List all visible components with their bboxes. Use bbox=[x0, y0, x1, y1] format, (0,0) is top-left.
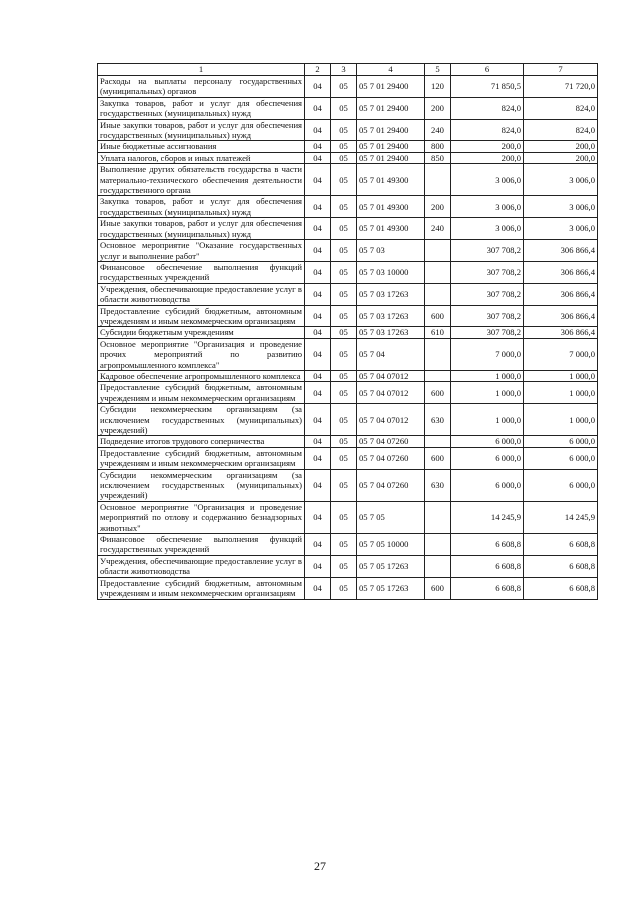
row-name: Иные закупки товаров, работ и услуг для обеспечения государственных (муниципальных) нужд bbox=[98, 218, 305, 240]
row-section: 04 bbox=[305, 501, 331, 533]
row-amount-1: 3 006,0 bbox=[451, 196, 524, 218]
row-target-article: 05 7 01 29400 bbox=[357, 141, 425, 152]
row-section: 04 bbox=[305, 404, 331, 436]
row-subsection: 05 bbox=[331, 469, 357, 501]
row-target-article: 05 7 03 17263 bbox=[357, 283, 425, 305]
row-target-article: 05 7 01 29400 bbox=[357, 119, 425, 141]
row-target-article: 05 7 04 07260 bbox=[357, 436, 425, 447]
row-section: 04 bbox=[305, 240, 331, 262]
table-row bbox=[98, 97, 598, 119]
row-section: 04 bbox=[305, 382, 331, 404]
row-subsection: 05 bbox=[331, 534, 357, 556]
row-name: Субсидии бюджетным учреждениям bbox=[98, 327, 305, 338]
row-section: 04 bbox=[305, 436, 331, 447]
row-amount-2: 306 866,4 bbox=[524, 261, 598, 283]
row-subsection: 05 bbox=[331, 305, 357, 327]
row-subsection: 05 bbox=[331, 152, 357, 163]
row-section: 04 bbox=[305, 555, 331, 577]
row-subsection: 05 bbox=[331, 555, 357, 577]
row-expense-type: 240 bbox=[425, 119, 451, 141]
table-body bbox=[98, 76, 598, 600]
row-name: Учреждения, обеспечивающие предоставление услуг в области животноводства bbox=[98, 555, 305, 577]
row-expense-type: 200 bbox=[425, 97, 451, 119]
row-amount-2: 200,0 bbox=[524, 141, 598, 152]
row-amount-1: 6 608,8 bbox=[451, 534, 524, 556]
row-subsection: 05 bbox=[331, 141, 357, 152]
col-header-6: 6 bbox=[451, 64, 524, 76]
table-row bbox=[98, 436, 598, 447]
row-name: Закупка товаров, работ и услуг для обеспечения государственных (муниципальных) нужд bbox=[98, 196, 305, 218]
row-amount-1: 7 000,0 bbox=[451, 338, 524, 370]
row-expense-type bbox=[425, 240, 451, 262]
table-row bbox=[98, 404, 598, 436]
row-subsection: 05 bbox=[331, 436, 357, 447]
row-amount-2: 3 006,0 bbox=[524, 196, 598, 218]
row-section: 04 bbox=[305, 261, 331, 283]
row-amount-1: 200,0 bbox=[451, 141, 524, 152]
row-name: Иные закупки товаров, работ и услуг для обеспечения государственных (муниципальных) нужд bbox=[98, 119, 305, 141]
row-name: Основное мероприятие "Оказание государственных услуг и выполнение работ" bbox=[98, 240, 305, 262]
col-header-3: 3 bbox=[331, 64, 357, 76]
row-target-article: 05 7 04 07012 bbox=[357, 370, 425, 381]
row-name: Основное мероприятие "Организация и проведение мероприятий по отлову и содержанию безнадзорных животных" bbox=[98, 501, 305, 533]
table-row bbox=[98, 447, 598, 469]
row-amount-2: 306 866,4 bbox=[524, 240, 598, 262]
row-name: Субсидии некоммерческим организациям (за исключением государственных (муниципальных) учреждений) bbox=[98, 469, 305, 501]
table-row bbox=[98, 119, 598, 141]
row-expense-type bbox=[425, 283, 451, 305]
row-target-article: 05 7 01 29400 bbox=[357, 97, 425, 119]
row-amount-1: 6 608,8 bbox=[451, 555, 524, 577]
row-target-article: 05 7 05 17263 bbox=[357, 555, 425, 577]
row-expense-type: 850 bbox=[425, 152, 451, 163]
row-section: 04 bbox=[305, 97, 331, 119]
row-subsection: 05 bbox=[331, 119, 357, 141]
row-subsection: 05 bbox=[331, 370, 357, 381]
col-header-5: 5 bbox=[425, 64, 451, 76]
row-name: Уплата налогов, сборов и иных платежей bbox=[98, 152, 305, 163]
row-subsection: 05 bbox=[331, 382, 357, 404]
row-name: Предоставление субсидий бюджетным, автономным учреждениям и иным некоммерческим организациям bbox=[98, 305, 305, 327]
row-amount-1: 307 708,2 bbox=[451, 283, 524, 305]
row-target-article: 05 7 04 07012 bbox=[357, 404, 425, 436]
row-name: Подведение итогов трудового соперничества bbox=[98, 436, 305, 447]
row-expense-type: 120 bbox=[425, 76, 451, 98]
row-amount-2: 71 720,0 bbox=[524, 76, 598, 98]
row-name: Иные бюджетные ассигнования bbox=[98, 141, 305, 152]
header-row bbox=[98, 64, 598, 76]
row-amount-1: 307 708,2 bbox=[451, 327, 524, 338]
row-expense-type: 240 bbox=[425, 218, 451, 240]
col-header-4: 4 bbox=[357, 64, 425, 76]
row-name: Закупка товаров, работ и услуг для обеспечения государственных (муниципальных) нужд bbox=[98, 97, 305, 119]
row-expense-type: 630 bbox=[425, 404, 451, 436]
row-target-article: 05 7 05 10000 bbox=[357, 534, 425, 556]
row-name: Кадровое обеспечение агропромышленного комплекса bbox=[98, 370, 305, 381]
row-subsection: 05 bbox=[331, 164, 357, 196]
table-row bbox=[98, 469, 598, 501]
col-header-1: 1 bbox=[98, 64, 305, 76]
row-amount-1: 3 006,0 bbox=[451, 218, 524, 240]
row-amount-1: 1 000,0 bbox=[451, 382, 524, 404]
row-amount-2: 6 608,8 bbox=[524, 534, 598, 556]
table-row bbox=[98, 196, 598, 218]
row-name: Предоставление субсидий бюджетным, автономным учреждениям и иным некоммерческим организациям bbox=[98, 577, 305, 599]
row-section: 04 bbox=[305, 196, 331, 218]
row-target-article: 05 7 03 10000 bbox=[357, 261, 425, 283]
row-subsection: 05 bbox=[331, 404, 357, 436]
row-name: Финансовое обеспечение выполнения функций государственных учреждений bbox=[98, 534, 305, 556]
row-name: Предоставление субсидий бюджетным, автономным учреждениям и иным некоммерческим организациям bbox=[98, 447, 305, 469]
table-row bbox=[98, 76, 598, 98]
row-subsection: 05 bbox=[331, 218, 357, 240]
row-expense-type bbox=[425, 534, 451, 556]
row-name: Субсидии некоммерческим организациям (за исключением государственных (муниципальных) учреждений) bbox=[98, 404, 305, 436]
row-amount-1: 824,0 bbox=[451, 119, 524, 141]
row-amount-2: 6 000,0 bbox=[524, 469, 598, 501]
row-subsection: 05 bbox=[331, 577, 357, 599]
row-amount-2: 200,0 bbox=[524, 152, 598, 163]
row-expense-type bbox=[425, 370, 451, 381]
row-name: Финансовое обеспечение выполнения функций государственных учреждений bbox=[98, 261, 305, 283]
row-amount-2: 306 866,4 bbox=[524, 283, 598, 305]
row-amount-1: 307 708,2 bbox=[451, 261, 524, 283]
table-row bbox=[98, 283, 598, 305]
row-amount-1: 307 708,2 bbox=[451, 240, 524, 262]
row-section: 04 bbox=[305, 370, 331, 381]
row-section: 04 bbox=[305, 141, 331, 152]
row-section: 04 bbox=[305, 338, 331, 370]
table-row bbox=[98, 305, 598, 327]
row-amount-1: 14 245,9 bbox=[451, 501, 524, 533]
row-expense-type bbox=[425, 501, 451, 533]
table-row bbox=[98, 501, 598, 533]
row-target-article: 05 7 03 17263 bbox=[357, 305, 425, 327]
row-amount-2: 3 006,0 bbox=[524, 164, 598, 196]
row-amount-1: 6 000,0 bbox=[451, 469, 524, 501]
row-target-article: 05 7 04 07260 bbox=[357, 447, 425, 469]
table-row bbox=[98, 141, 598, 152]
row-amount-2: 306 866,4 bbox=[524, 305, 598, 327]
row-subsection: 05 bbox=[331, 327, 357, 338]
row-subsection: 05 bbox=[331, 338, 357, 370]
row-subsection: 05 bbox=[331, 261, 357, 283]
col-header-2: 2 bbox=[305, 64, 331, 76]
row-amount-1: 307 708,2 bbox=[451, 305, 524, 327]
table-row bbox=[98, 382, 598, 404]
row-target-article: 05 7 04 bbox=[357, 338, 425, 370]
row-name: Выполнение других обязательств государства в части материально-технического обеспечения деятельности государственного органа bbox=[98, 164, 305, 196]
row-name: Учреждения, обеспечивающие предоставление услуг в области животноводства bbox=[98, 283, 305, 305]
row-section: 04 bbox=[305, 76, 331, 98]
row-expense-type: 600 bbox=[425, 447, 451, 469]
row-target-article: 05 7 04 07012 bbox=[357, 382, 425, 404]
row-section: 04 bbox=[305, 283, 331, 305]
row-target-article: 05 7 01 29400 bbox=[357, 76, 425, 98]
row-subsection: 05 bbox=[331, 283, 357, 305]
row-amount-1: 1 000,0 bbox=[451, 370, 524, 381]
row-subsection: 05 bbox=[331, 447, 357, 469]
row-name: Предоставление субсидий бюджетным, автономным учреждениям и иным некоммерческим организациям bbox=[98, 382, 305, 404]
row-section: 04 bbox=[305, 164, 331, 196]
row-expense-type bbox=[425, 436, 451, 447]
row-name: Основное мероприятие "Организация и проведение прочих мероприятий по развитию агропромышленного комплекса" bbox=[98, 338, 305, 370]
row-section: 04 bbox=[305, 534, 331, 556]
col-header-7: 7 bbox=[524, 64, 598, 76]
row-expense-type: 600 bbox=[425, 577, 451, 599]
row-target-article: 05 7 03 bbox=[357, 240, 425, 262]
row-amount-1: 6 000,0 bbox=[451, 447, 524, 469]
row-section: 04 bbox=[305, 469, 331, 501]
table-row bbox=[98, 152, 598, 163]
row-section: 04 bbox=[305, 327, 331, 338]
row-expense-type bbox=[425, 338, 451, 370]
table-row bbox=[98, 577, 598, 599]
page-number: 27 bbox=[314, 859, 326, 873]
row-expense-type: 200 bbox=[425, 196, 451, 218]
row-amount-2: 824,0 bbox=[524, 119, 598, 141]
row-amount-2: 14 245,9 bbox=[524, 501, 598, 533]
row-expense-type bbox=[425, 261, 451, 283]
row-section: 04 bbox=[305, 447, 331, 469]
table-row bbox=[98, 370, 598, 381]
row-target-article: 05 7 01 29400 bbox=[357, 152, 425, 163]
row-target-article: 05 7 01 49300 bbox=[357, 164, 425, 196]
row-expense-type: 600 bbox=[425, 382, 451, 404]
row-section: 04 bbox=[305, 305, 331, 327]
row-expense-type: 610 bbox=[425, 327, 451, 338]
row-section: 04 bbox=[305, 152, 331, 163]
row-name: Расходы на выплаты персоналу государственных (муниципальных) органов bbox=[98, 76, 305, 98]
table-row bbox=[98, 218, 598, 240]
row-amount-1: 6 608,8 bbox=[451, 577, 524, 599]
row-section: 04 bbox=[305, 218, 331, 240]
row-section: 04 bbox=[305, 577, 331, 599]
row-amount-2: 306 866,4 bbox=[524, 327, 598, 338]
row-subsection: 05 bbox=[331, 196, 357, 218]
row-expense-type bbox=[425, 555, 451, 577]
row-amount-2: 6 608,8 bbox=[524, 577, 598, 599]
row-subsection: 05 bbox=[331, 240, 357, 262]
row-amount-2: 6 000,0 bbox=[524, 447, 598, 469]
table-row bbox=[98, 261, 598, 283]
row-amount-1: 1 000,0 bbox=[451, 404, 524, 436]
table-row bbox=[98, 534, 598, 556]
row-amount-1: 6 000,0 bbox=[451, 436, 524, 447]
row-subsection: 05 bbox=[331, 97, 357, 119]
row-amount-2: 7 000,0 bbox=[524, 338, 598, 370]
row-target-article: 05 7 01 49300 bbox=[357, 218, 425, 240]
table-row bbox=[98, 338, 598, 370]
table-row bbox=[98, 240, 598, 262]
row-target-article: 05 7 01 49300 bbox=[357, 196, 425, 218]
table-row bbox=[98, 164, 598, 196]
row-amount-2: 1 000,0 bbox=[524, 404, 598, 436]
row-amount-2: 824,0 bbox=[524, 97, 598, 119]
row-expense-type: 600 bbox=[425, 305, 451, 327]
row-amount-2: 6 608,8 bbox=[524, 555, 598, 577]
row-expense-type bbox=[425, 164, 451, 196]
row-subsection: 05 bbox=[331, 501, 357, 533]
row-amount-1: 3 006,0 bbox=[451, 164, 524, 196]
row-target-article: 05 7 05 bbox=[357, 501, 425, 533]
row-amount-2: 1 000,0 bbox=[524, 382, 598, 404]
row-subsection: 05 bbox=[331, 76, 357, 98]
row-target-article: 05 7 05 17263 bbox=[357, 577, 425, 599]
row-amount-1: 824,0 bbox=[451, 97, 524, 119]
row-amount-1: 71 850,5 bbox=[451, 76, 524, 98]
row-amount-2: 6 000,0 bbox=[524, 436, 598, 447]
table-row bbox=[98, 327, 598, 338]
row-target-article: 05 7 03 17263 bbox=[357, 327, 425, 338]
budget-table bbox=[97, 63, 598, 600]
row-amount-2: 3 006,0 bbox=[524, 218, 598, 240]
row-expense-type: 800 bbox=[425, 141, 451, 152]
row-target-article: 05 7 04 07260 bbox=[357, 469, 425, 501]
row-section: 04 bbox=[305, 119, 331, 141]
row-amount-2: 1 000,0 bbox=[524, 370, 598, 381]
row-amount-1: 200,0 bbox=[451, 152, 524, 163]
row-expense-type: 630 bbox=[425, 469, 451, 501]
table-row bbox=[98, 555, 598, 577]
